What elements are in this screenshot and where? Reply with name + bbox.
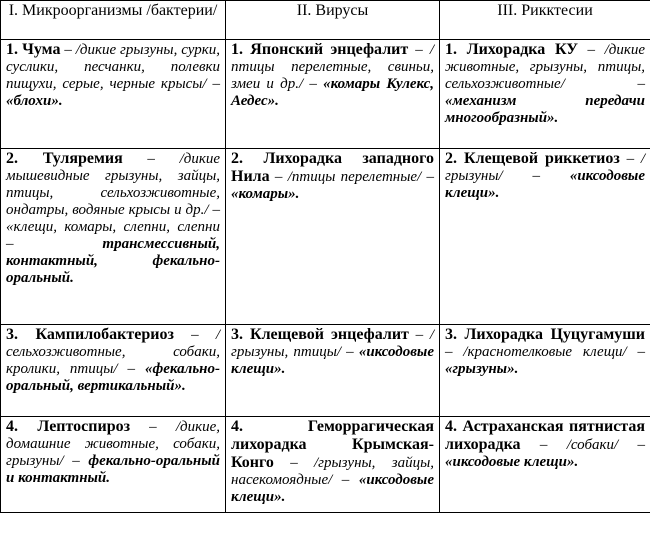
table-cell — [440, 149, 650, 325]
disease-name: 3. Лихорадка Цуцугамуши — [445, 326, 645, 343]
disease-transmission: трансмессивный, контактный, фекально-оральный. — [6, 236, 220, 286]
table-cell — [440, 40, 650, 149]
disease-hosts: – /дикие животные, грызуны, птицы, сельхозживотные/ – — [445, 42, 645, 92]
table-cell — [226, 149, 440, 325]
table-cell — [1, 149, 226, 325]
header-viruses: II. Вирусы — [226, 1, 440, 40]
disease-name: 2. Туляремия — [6, 150, 123, 167]
disease-name: 2. Клещевой риккетиоз — [445, 150, 620, 167]
disease-name: 4. Астраханская пятнистая лихорадка — [445, 418, 645, 453]
table-cell — [1, 325, 226, 417]
disease-name: 1. Японский энцефалит — [231, 41, 409, 58]
header-rickettsia: III. Рикктесии — [440, 1, 650, 40]
table-cell — [226, 40, 440, 149]
disease-name: 4. Геморрагическая лихорадка Крымская-Конго — [231, 418, 434, 471]
disease-transmission: «комары Кулекс, Аедес». — [231, 76, 434, 109]
disease-name: 1. Чума — [6, 41, 61, 58]
disease-hosts: – /птицы перелетные/ – — [269, 169, 434, 185]
disease-name: 3. Клещевой энцефалит — [231, 326, 409, 343]
disease-name: 2. Лихорадка западного Нила — [231, 150, 434, 185]
table-row — [1, 417, 650, 513]
table-row — [1, 149, 650, 325]
disease-transmission: «иксодовые клещи». — [445, 168, 645, 201]
table-row — [1, 40, 650, 149]
disease-transmission: фекально-оральный и контактный. — [6, 453, 220, 486]
disease-hosts: – /сельхозживотные, собаки, кролики, птицы/ – — [6, 327, 221, 377]
table-cell — [440, 325, 650, 417]
table-cell — [226, 325, 440, 417]
disease-hosts: – /птицы перелетные, свиньи, змеи и др./ – — [231, 42, 434, 92]
disease-hosts: – /грызуны, зайцы, насекомоядные/ – — [231, 455, 434, 488]
disease-transmission: «грызуны». — [445, 361, 519, 377]
disease-name: 1. Лихорадка КУ — [445, 41, 579, 58]
header-row — [1, 1, 650, 40]
disease-transmission: «иксодовые клещи». — [231, 472, 434, 505]
disease-transmission: «иксодовые клещи». — [231, 344, 434, 377]
table-cell — [226, 417, 440, 513]
disease-name: 3. Кампилобактериоз — [6, 326, 174, 343]
table-cell — [1, 40, 226, 149]
disease-hosts: – /дикие грызуны, сурки, суслики, песчанки, полевки пищухи, серые, черные крысы/ – — [6, 42, 220, 92]
disease-hosts: – /собаки/ – — [520, 437, 645, 453]
table-cell — [440, 417, 650, 513]
disease-hosts: – /краснотелковые клещи/ – — [445, 344, 645, 360]
disease-hosts: – /грызуны, птицы/ – — [231, 327, 434, 360]
header-bacteria: I. Микроорганизмы /бактерии/ — [1, 1, 226, 40]
table-row — [1, 325, 650, 417]
disease-transmission: «иксодовые клещи». — [445, 454, 579, 470]
disease-transmission: «фекально-оральный, вертикальный». — [6, 361, 220, 394]
disease-hosts: – /дикие мышевидные грызуны, зайцы, птицы, сельхозживотные, ондатры, водяные крысы и др./ – «клещи, комары, слепни, слепни – — [6, 151, 220, 252]
disease-transmission: «комары». — [231, 186, 300, 202]
disease-hosts: – /дикие, домашние животные, собаки, грызуны/ – — [6, 419, 220, 469]
disease-transmission: «механизм передачи многообразный». — [445, 93, 645, 126]
disease-name: 4. Лептоспироз — [6, 418, 131, 435]
disease-hosts: – /грызуны/ – — [445, 151, 645, 184]
disease-transmission: «блохи». — [6, 93, 63, 109]
table-cell — [1, 417, 226, 513]
